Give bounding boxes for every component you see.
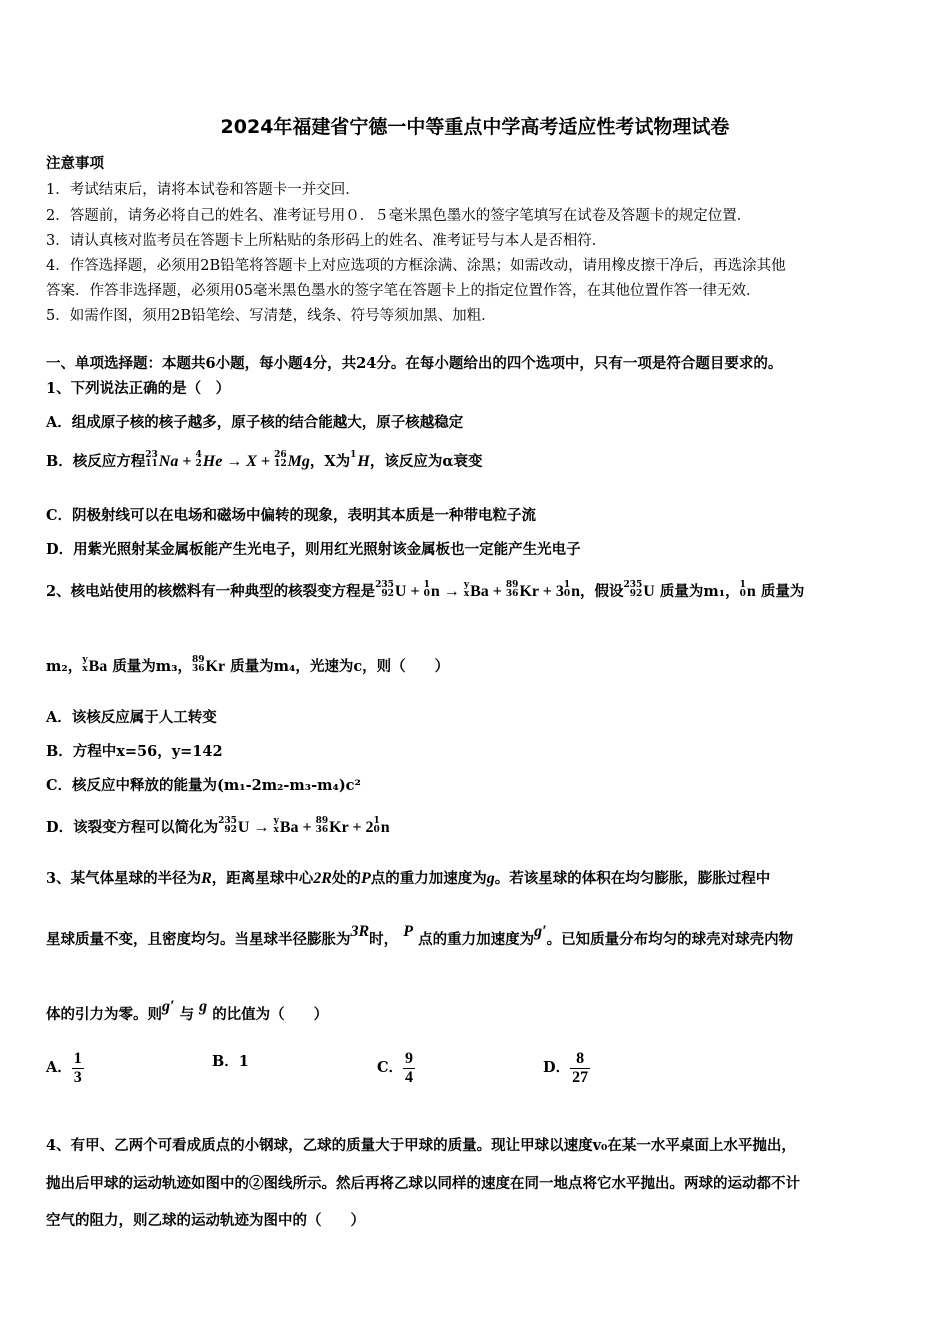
notice-item: 答案．作答非选择题，必须用05毫米黑色墨水的签字笔在答题卡上的指定位置作答，在其他位置作答一律无效． — [46, 283, 761, 299]
q2-option-c: C．核反应中释放的能量为(m₁-2m₂-m₃-m₄)c² — [46, 777, 361, 794]
q3-stem-line1: 3、某气体星球的半径为R，距离星球中心2R处的P点的重力加速度为g。若该星球的体积在均匀膨胀，膨胀过程中 — [46, 870, 771, 887]
fraction: $\frac{1}{3}$ — [73, 1050, 82, 1086]
q2-option-b: B．方程中x=56，y=142 — [46, 743, 223, 760]
q1-option-d: D．用紫光照射某金属板能产生光电子，则用红光照射该金属板也一定能产生光电子 — [46, 541, 581, 558]
q3-stem-line2: 星球质量不变，且密度均匀。当星球半径膨胀为3R时， P 点的重力加速度为g′。已知质量分布均匀的球壳对球壳内物 — [46, 923, 794, 948]
fraction: $\frac{8}{27}$ — [572, 1050, 589, 1086]
q4-stem-line3: 空气的阻力，则乙球的运动轨迹为图中的（ ） — [46, 1212, 365, 1229]
q3-option-d: D． $\frac{8}{27}$ — [543, 1050, 589, 1086]
q3-option-a: A． $\frac{1}{3}$ — [46, 1050, 82, 1086]
notice-item: 1．考试结束后，请将本试卷和答题卡一并交回． — [46, 182, 360, 198]
notice-item: 5．如需作图，须用2B铅笔绘、写清楚，线条、符号等须加黑、加粗． — [46, 308, 496, 324]
notice-item: 4．作答选择题，必须用2B铅笔将答题卡上对应选项的方框涂满、涂黑；如需改动，请用橡皮擦干净后，再选涂其他 — [46, 258, 786, 274]
fraction: $\frac{9}{4}$ — [405, 1050, 414, 1086]
q3-stem-line3: 体的引力为零。则g′ 与 g 的比值为（ ） — [46, 998, 329, 1023]
notice-heading: 注意事项 — [46, 155, 104, 172]
q1-stem: 1、下列说法正确的是（ ） — [46, 380, 231, 397]
notice-item: 2．答题前，请务必将自己的姓名、准考证号用０．５毫米黑色墨水的签字笔填写在试卷及答题卡的规定位置． — [46, 208, 752, 224]
q4-stem-line2: 抛出后甲球的运动轨迹如图中的②图线所示。然后再将乙球以同样的速度在同一地点将它水平抛出。两球的运动都不计 — [46, 1175, 800, 1192]
q1-option-c: C．阴极射线可以在电场和磁场中偏转的现象，表明其本质是一种带电粒子流 — [46, 507, 537, 524]
q4-stem-line1: 4、有甲、乙两个可看成质点的小钢球，乙球的质量大于甲球的质量。现让甲球以速度v₀在某一水平桌面上水平抛出， — [46, 1137, 796, 1154]
q3-option-b: B．1 — [212, 1053, 249, 1070]
q2-option-a: A．该核反应属于人工转变 — [46, 709, 217, 726]
q2-stem: 2、核电站使用的核燃料有一种典型的核裂变方程是 235 92 U + 1 0 n → y x Ba + 89 36 Kr + 3 1 0 n，假设 235 92 U 质量为m₁， 1 0 n 质量为 — [46, 580, 805, 600]
page-title: 2024年福建省宁德一中等重点中学高考适应性考试物理试卷 — [220, 116, 730, 138]
q1-option-a: A．组成原子核的核子越多，原子核的结合能越大，原子核越稳定 — [46, 414, 464, 431]
q3-option-c: C． $\frac{9}{4}$ — [377, 1050, 414, 1086]
q2-option-d: D．该裂变方程可以简化为 235 92 U → y x Ba + 89 36 Kr + 2 1 0 n — [46, 816, 390, 836]
section-heading: 一、单项选择题：本题共6小题，每小题4分，共24分。在每小题给出的四个选项中，只有一项是符合题目要求的。 — [46, 355, 783, 372]
q1-option-b: B．核反应方程 23 11 Na + 4 2 He → X + 26 12 Mg，X为 1 H，该反应为α衰变 — [46, 450, 483, 470]
notice-item: 3．请认真核对监考员在答题卡上所粘贴的条形码上的姓名、准考证号与本人是否相符． — [46, 233, 607, 249]
q2-stem-line2: m₂， y x Ba 质量为m₃， 89 36 Kr 质量为m₄，光速为c，则（ ） — [46, 655, 450, 675]
